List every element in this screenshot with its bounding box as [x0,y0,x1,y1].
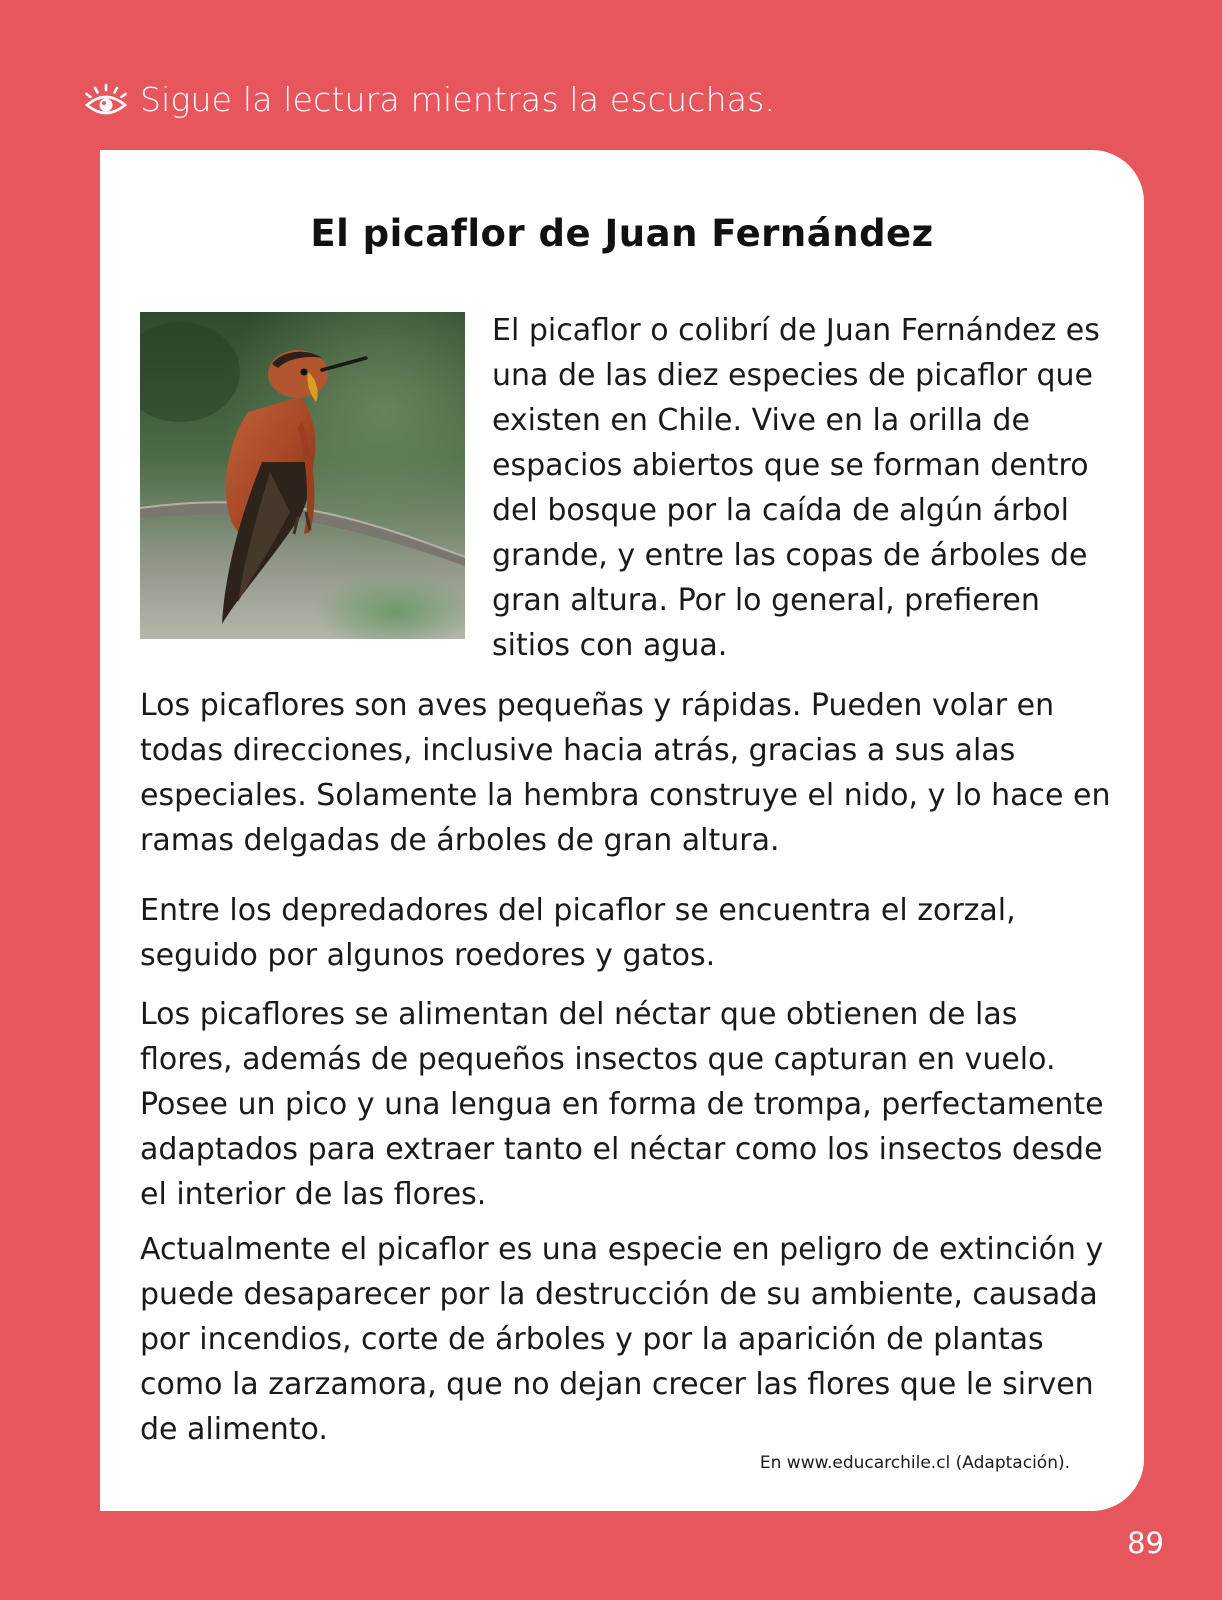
page-number: 89 [1127,1526,1164,1560]
instruction-line [84,80,775,119]
eye-icon [84,83,128,117]
paragraph-1: Los picaflores son aves pequeñas y rápidas. Pueden volar en todas direcciones, inclusive hacia atrás, gracias a sus alas especiales. Solamente la hembra construye el nido, y lo hace en ramas delgadas de árboles de gran altura. [140,688,1111,858]
paragraph-4: Actualmente el picaflor es una especie en peligro de extinción y puede desaparecer por la destrucción de su ambiente, causada por incendios, corte de árboles y por la aparición de plantas como la zarzamora, que no dejan crecer las flores que le sirven de alimento. [140,1232,1104,1447]
hummingbird-photo [140,312,465,639]
paragraph-3: Los picaflores se alimentan del néctar que obtienen de las flores, además de pequeños insectos que capturan en vuelo. Posee un pico y una lengua en forma de trompa, perfectamente adaptados para extraer tanto el néctar como los insectos desde el interior de las flores. [140,997,1104,1212]
instruction-text: Sigue la lectura mientras la escuchas. [140,80,776,119]
reading-card [100,150,1144,1511]
paragraph-2: Entre los depredadores del picaflor se encuentra el zorzal, seguido por algunos roedores y gatos. [140,893,1016,973]
intro-paragraph: El picaflor o colibrí de Juan Fernández es una de las diez especies de picaflor que existen en Chile. Vive en la orilla de espacios abiertos que se forman dentro del bosque por la caída de algún árbol grande, y entre las copas de árboles de gran altura. Por lo general, prefieren sitios con agua. [492,313,1100,663]
article-title: El picaflor de Juan Fernández [310,212,934,255]
source-citation: En www.educarchile.cl (Adaptación). [759,1453,1070,1473]
